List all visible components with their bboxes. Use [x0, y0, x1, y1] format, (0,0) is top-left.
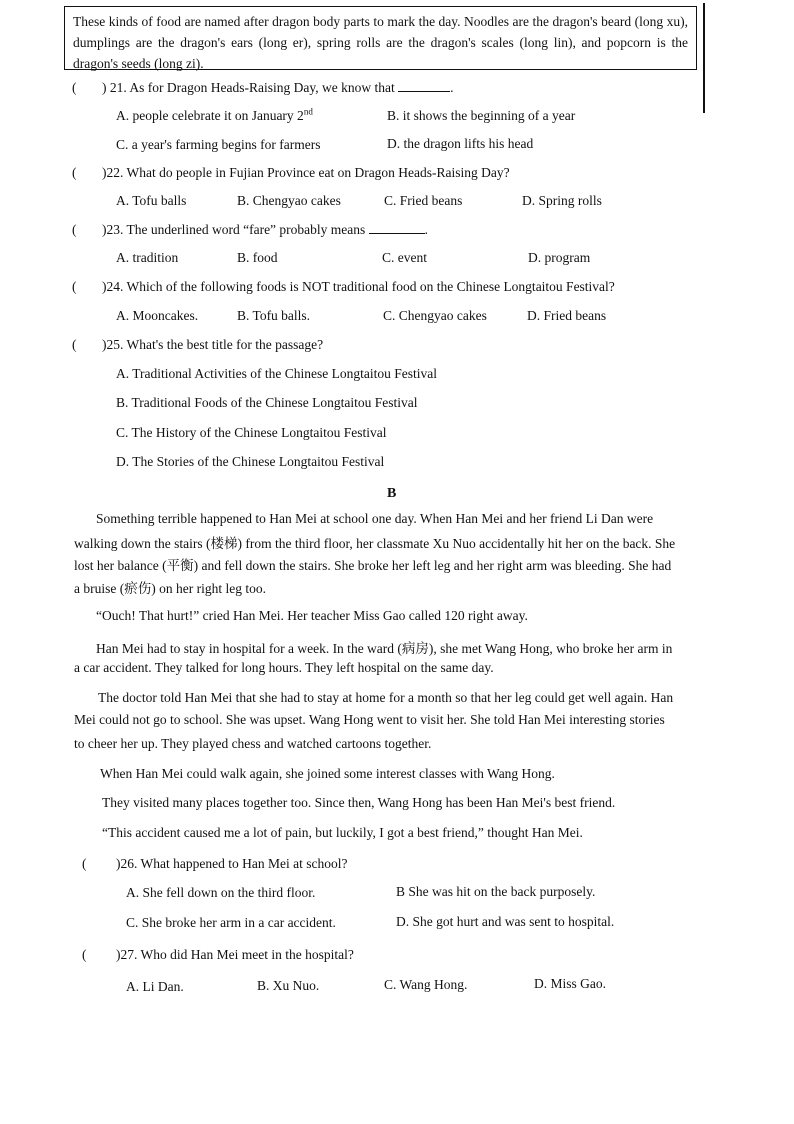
answer-paren[interactable]: ( [72, 165, 77, 180]
option-text: A. people celebrate it on January 2 [116, 108, 304, 123]
question-stem: )26. What happened to Han Mei at school? [116, 856, 348, 871]
passage-line: Something terrible happened to Han Mei at school one day. When Han Mei and her friend Li Dan were [96, 511, 654, 526]
option-25-a[interactable]: A. Traditional Activities of the Chinese Longtaitou Festival [116, 366, 437, 381]
option-27-b[interactable]: B. Xu Nuo. [257, 978, 320, 993]
answer-paren[interactable]: ( [82, 947, 87, 962]
question-23 [72, 222, 428, 238]
option-21-d[interactable]: D. the dragon lifts his head [387, 136, 534, 151]
answer-paren[interactable]: ( [72, 279, 77, 294]
option-25-c[interactable]: C. The History of the Chinese Longtaitou Festival [116, 425, 387, 440]
option-22-b[interactable]: B. Chengyao cakes [237, 193, 341, 208]
reading-note-box [64, 6, 697, 70]
answer-blank[interactable] [398, 80, 450, 92]
passage-line: They visited many places together too. Since then, Wang Hong has been Han Mei's best friend. [102, 795, 616, 810]
question-stem: )24. Which of the following foods is NOT traditional food on the Chinese Longtaitou Festival? [102, 279, 615, 294]
option-23-d[interactable]: D. program [528, 250, 591, 265]
passage-line: a bruise (瘀伤) on her right leg too. [74, 581, 266, 596]
answer-blank[interactable] [369, 222, 425, 234]
option-23-a[interactable]: A. tradition [116, 250, 179, 265]
option-25-b[interactable]: B. Traditional Foods of the Chinese Longtaitou Festival [116, 395, 418, 410]
option-26-c[interactable]: C. She broke her arm in a car accident. [126, 915, 336, 930]
passage-line: walking down the stairs (楼梯) from the third floor, her classmate Xu Nuo accidentally hit her on the back. She [74, 536, 676, 551]
question-24 [72, 279, 615, 295]
option-27-d[interactable]: D. Miss Gao. [534, 976, 607, 991]
option-26-a[interactable]: A. She fell down on the third floor. [126, 885, 316, 900]
passage-line: The doctor told Han Mei that she had to stay at home for a month so that her leg could get well again. Han [98, 690, 674, 705]
option-24-a[interactable]: A. Mooncakes. [116, 308, 199, 323]
option-21-b[interactable]: B. it shows the beginning of a year [387, 108, 576, 123]
option-23-b[interactable]: B. food [237, 250, 278, 265]
question-stem: )22. What do people in Fujian Province eat on Dragon Heads-Raising Day? [102, 165, 510, 180]
option-23-c[interactable]: C. event [382, 250, 427, 265]
note-text: These kinds of food are named after dragon body parts to mark the day. Noodles are the dragon's beard (long xu), dumplings are the dragon's ears (long er), spring rolls are the dragon's scales (long lin), and popcorn is the dragon's seeds (long zi). [73, 14, 688, 71]
option-24-d[interactable]: D. Fried beans [527, 308, 607, 323]
passage-line: a car accident. They talked for long hours. They left hospital on the same day. [74, 660, 494, 675]
option-22-d[interactable]: D. Spring rolls [522, 193, 602, 208]
section-b-title: B [387, 486, 397, 501]
option-27-a[interactable]: A. Li Dan. [126, 979, 184, 994]
option-25-d[interactable]: D. The Stories of the Chinese Longtaitou Festival [116, 454, 385, 469]
question-22 [72, 165, 510, 181]
option-21-a[interactable] [116, 108, 313, 124]
option-26-d[interactable]: D. She got hurt and was sent to hospital. [396, 914, 615, 929]
passage-line: Han Mei had to stay in hospital for a week. In the ward (病房), she met Wang Hong, who broke her arm in [96, 641, 673, 656]
answer-paren[interactable]: ( [72, 80, 77, 95]
option-27-c[interactable]: C. Wang Hong. [384, 977, 468, 992]
option-21-c[interactable]: C. a year's farming begins for farmers [116, 137, 321, 152]
option-22-a[interactable]: A. Tofu balls [116, 193, 187, 208]
question-27 [82, 947, 354, 963]
question-stem: ) 21. As for Dragon Heads-Raising Day, we know that [102, 80, 395, 95]
option-24-c[interactable]: C. Chengyao cakes [383, 308, 487, 323]
passage-line: lost her balance (平衡) and fell down the stairs. She broke her left leg and her right arm was bleeding. She had [74, 558, 672, 573]
passage-line: When Han Mei could walk again, she joined some interest classes with Wang Hong. [100, 766, 555, 781]
passage-line: to cheer her up. They played chess and watched cartoons together. [74, 736, 432, 751]
passage-line: “This accident caused me a lot of pain, but luckily, I got a best friend,” thought Han Mei. [102, 825, 583, 840]
question-25 [72, 337, 323, 353]
answer-paren[interactable]: ( [72, 222, 77, 237]
option-22-c[interactable]: C. Fried beans [384, 193, 463, 208]
question-stem: )25. What's the best title for the passage? [102, 337, 324, 352]
question-21 [72, 80, 453, 96]
passage-line: “Ouch! That hurt!” cried Han Mei. Her teacher Miss Gao called 120 right away. [96, 608, 528, 623]
option-sup: nd [303, 106, 313, 117]
stem-end: . [450, 80, 454, 95]
question-26 [82, 856, 347, 872]
question-stem: )23. The underlined word “fare” probably means [102, 222, 366, 237]
box-edge-line [703, 3, 705, 113]
answer-paren[interactable]: ( [82, 856, 87, 871]
option-26-b[interactable]: B She was hit on the back purposely. [396, 884, 596, 899]
stem-end: . [424, 222, 429, 237]
passage-line: Mei could not go to school. She was upset. Wang Hong went to visit her. She told Han Mei interesting stories [74, 712, 665, 727]
answer-paren[interactable]: ( [72, 337, 77, 352]
question-stem: )27. Who did Han Mei meet in the hospital? [116, 947, 354, 962]
option-24-b[interactable]: B. Tofu balls. [237, 308, 311, 323]
